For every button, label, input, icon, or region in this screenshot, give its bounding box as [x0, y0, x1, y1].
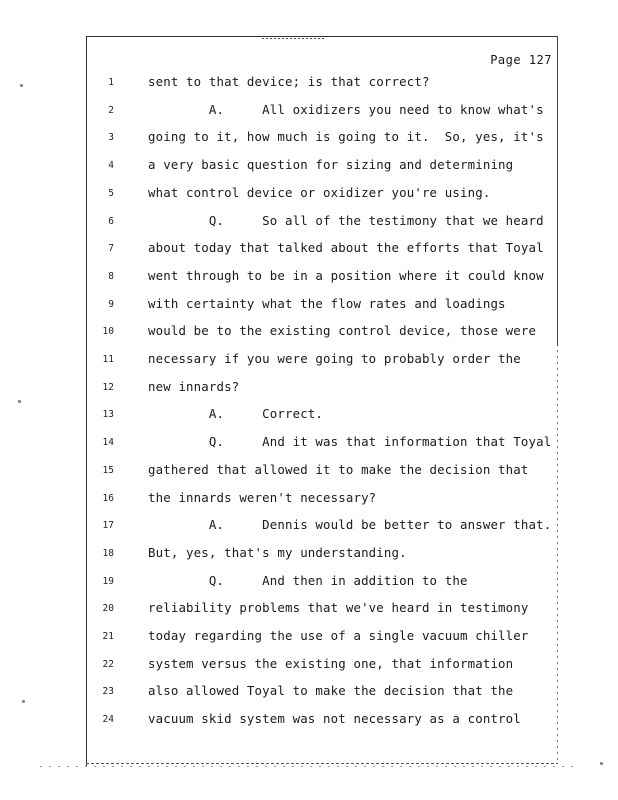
line-number: 13 — [102, 409, 114, 421]
line-text: Q. So all of the testimony that we heard — [148, 212, 544, 228]
line-text: sent to that device; is that correct? — [148, 74, 430, 89]
line-text: system versus the existing one, that information — [148, 655, 514, 671]
transcript-line — [0, 626, 618, 646]
transcript-line — [0, 488, 618, 508]
line-number: 2 — [108, 104, 114, 116]
line-text: would be to the existing control device, those were — [148, 323, 537, 339]
line-text: about today that talked about the efforts that Toyal — [148, 240, 544, 256]
transcript-line — [0, 294, 618, 314]
line-text: new innards? — [148, 378, 240, 394]
transcript-line — [0, 404, 618, 424]
transcript-line — [0, 266, 618, 286]
transcript-line — [0, 515, 618, 535]
line-number: 5 — [108, 187, 114, 199]
transcript-line — [0, 155, 618, 175]
line-number: 16 — [102, 492, 114, 504]
transcript-line — [0, 100, 618, 120]
transcript-line — [0, 681, 618, 701]
line-number: 15 — [102, 464, 114, 476]
line-number: 17 — [102, 520, 114, 532]
line-text: Q. And it was that information that Toyal — [148, 434, 552, 450]
transcript-line — [0, 183, 618, 203]
transcript-line — [0, 543, 618, 563]
line-text: today regarding the use of a single vacuum chiller — [148, 628, 529, 643]
transcript-line — [0, 432, 618, 452]
transcript-line — [0, 377, 618, 397]
scan-speck — [20, 84, 23, 87]
line-number: 19 — [102, 575, 114, 587]
line-text: A. All oxidizers you need to know what's — [148, 101, 544, 117]
line-number: 8 — [108, 270, 114, 282]
transcript-line — [0, 321, 618, 341]
line-text: Q. And then in addition to the — [148, 572, 468, 588]
transcript-line — [0, 72, 618, 92]
transcript-line — [0, 709, 618, 729]
scan-speck — [22, 700, 25, 703]
transcript-line — [0, 654, 618, 674]
line-number: 6 — [108, 215, 114, 227]
line-text: a very basic question for sizing and determining — [148, 157, 514, 173]
line-text: reliability problems that we've heard in testimony — [148, 600, 529, 616]
line-text: going to it, how much is going to it. So, yes, it's — [148, 129, 544, 145]
line-number: 21 — [102, 631, 114, 642]
line-text: vacuum skid system was not necessary as a control — [148, 711, 521, 727]
line-number: 9 — [108, 298, 114, 310]
line-number: 20 — [102, 603, 114, 615]
line-text: with certainty what the flow rates and loadings — [148, 295, 506, 311]
scan-speck — [18, 400, 21, 403]
line-text: the innards weren't necessary? — [148, 489, 377, 505]
transcript-line — [0, 349, 618, 369]
line-number: 12 — [102, 381, 114, 393]
page-border-top — [86, 36, 558, 37]
line-text: went through to be in a position where it could know — [148, 267, 544, 283]
transcript-line — [0, 598, 618, 618]
line-number: 1 — [108, 77, 114, 88]
line-text: necessary if you were going to probably order the — [148, 351, 521, 366]
page-number-label: Page 127 — [490, 53, 552, 67]
line-number: 3 — [108, 132, 114, 144]
line-number: 24 — [102, 714, 114, 726]
line-number: 7 — [108, 243, 114, 255]
transcript-line — [0, 211, 618, 231]
line-number: 10 — [102, 326, 114, 338]
line-number: 14 — [102, 437, 114, 449]
transcript-line — [0, 127, 618, 147]
line-number: 22 — [102, 658, 114, 670]
top-margin-mark — [262, 38, 324, 39]
line-text: A. Dennis would be better to answer that. — [148, 517, 552, 533]
line-number: 4 — [108, 160, 114, 172]
line-text: what control device or oxidizer you're using. — [148, 184, 491, 200]
transcript-line — [0, 460, 618, 480]
transcript-line — [0, 238, 618, 258]
line-number: 11 — [102, 354, 114, 365]
line-number: 18 — [102, 547, 114, 559]
transcript-line — [0, 571, 618, 591]
line-number: 23 — [102, 686, 114, 698]
line-text: also allowed Toyal to make the decision that the — [148, 683, 514, 699]
scan-noise-bottom — [40, 766, 580, 767]
page-border-bottom — [86, 763, 558, 764]
scan-speck — [600, 762, 603, 765]
line-text: But, yes, that's my understanding. — [148, 544, 407, 560]
line-text: gathered that allowed it to make the decision that — [148, 461, 529, 477]
line-text: A. Correct. — [148, 406, 324, 422]
